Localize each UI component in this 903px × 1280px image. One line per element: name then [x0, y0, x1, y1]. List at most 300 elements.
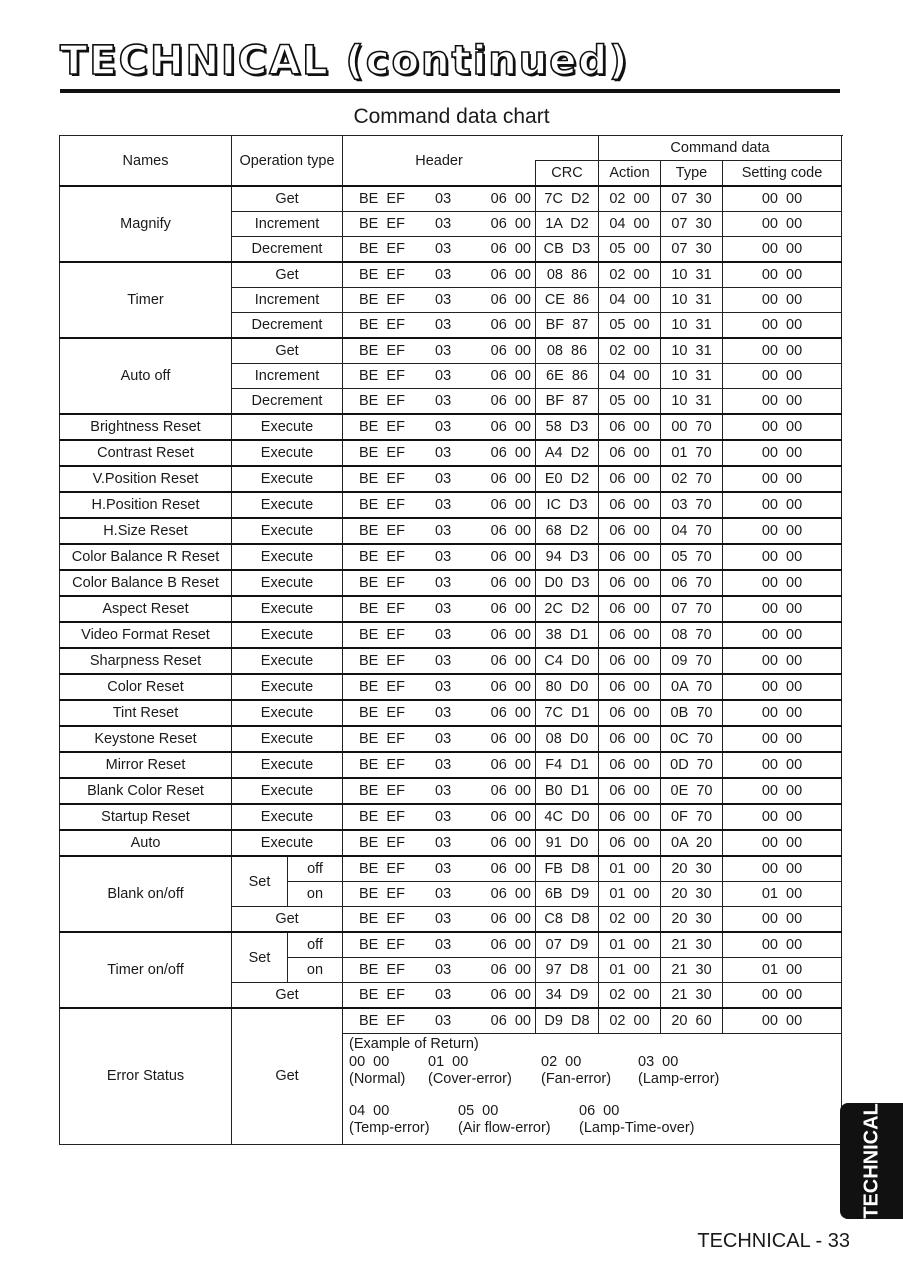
action-cell: 06 00	[599, 622, 661, 648]
type-cell: 21 30	[661, 958, 723, 983]
header-bytes	[343, 466, 536, 492]
header-bytes	[343, 389, 536, 415]
header-byte: 06 00	[490, 835, 531, 851]
crc-cell: B0 D1	[536, 778, 599, 804]
header-byte: 03	[435, 292, 452, 308]
type-cell: 10 31	[661, 313, 723, 339]
table-row	[60, 856, 842, 882]
header-byte: BE EF	[359, 575, 405, 591]
header-byte: 06 00	[490, 317, 531, 333]
header-byte: 03	[435, 911, 452, 927]
header-byte: 06 00	[490, 987, 531, 1003]
header-bytes	[343, 700, 536, 726]
header-bytes	[343, 262, 536, 288]
action-cell: 05 00	[599, 389, 661, 415]
setting-code-cell: 00 00	[723, 414, 842, 440]
command-name: Keystone Reset	[60, 726, 232, 752]
action-cell: 06 00	[599, 466, 661, 492]
type-cell: 03 70	[661, 492, 723, 518]
header-byte: 06 00	[490, 241, 531, 257]
header-bytes	[343, 186, 536, 212]
header-byte: BE EF	[359, 886, 405, 902]
header-bytes	[343, 648, 536, 674]
table-row	[60, 726, 842, 752]
header-byte: 06 00	[490, 216, 531, 232]
command-name: Error Status	[60, 1008, 232, 1144]
crc-cell: 7C D2	[536, 186, 599, 212]
header-byte: 06 00	[490, 497, 531, 513]
crc-cell: 08 D0	[536, 726, 599, 752]
command-name: Color Balance R Reset	[60, 544, 232, 570]
header-byte: 03	[435, 809, 452, 825]
command-name: Magnify	[60, 186, 232, 262]
header-byte: BE EF	[359, 191, 405, 207]
code-meaning: (Fan-error)	[541, 1071, 612, 1087]
header-byte: 03	[435, 419, 452, 435]
type-cell: 10 31	[661, 288, 723, 313]
command-name: H.Size Reset	[60, 518, 232, 544]
action-cell: 06 00	[599, 414, 661, 440]
crc-cell: IC D3	[536, 492, 599, 518]
col-header-names: Names	[60, 136, 232, 187]
setting-code-cell: 00 00	[723, 364, 842, 389]
header-byte: 06 00	[490, 937, 531, 953]
header-byte: BE EF	[359, 497, 405, 513]
setting-code-cell: 00 00	[723, 262, 842, 288]
crc-cell: D9 D8	[536, 1008, 599, 1034]
setting-code-cell: 00 00	[723, 544, 842, 570]
action-cell: 06 00	[599, 726, 661, 752]
setting-code-cell: 00 00	[723, 1008, 842, 1034]
type-cell: 10 31	[661, 338, 723, 364]
header-bytes	[343, 288, 536, 313]
action-cell: 02 00	[599, 983, 661, 1009]
header-byte: BE EF	[359, 783, 405, 799]
crc-cell: 91 D0	[536, 830, 599, 856]
header-byte: BE EF	[359, 445, 405, 461]
table-row	[60, 804, 842, 830]
header-byte: 06 00	[490, 783, 531, 799]
command-name: Mirror Reset	[60, 752, 232, 778]
header-bytes	[343, 882, 536, 907]
header-byte: BE EF	[359, 343, 405, 359]
header-byte: 06 00	[490, 575, 531, 591]
header-byte: 03	[435, 937, 452, 953]
table-row	[60, 596, 842, 622]
operation-type: Get	[232, 338, 343, 364]
type-cell: 0A 70	[661, 674, 723, 700]
setting-code-cell: 00 00	[723, 804, 842, 830]
example-label: (Example of Return)	[349, 1036, 479, 1052]
setting-code-cell: 00 00	[723, 932, 842, 958]
type-cell: 07 70	[661, 596, 723, 622]
setting-code-cell: 01 00	[723, 882, 842, 907]
header-byte: BE EF	[359, 393, 405, 409]
header-bytes	[343, 958, 536, 983]
type-cell: 0C 70	[661, 726, 723, 752]
header-bytes	[343, 237, 536, 263]
crc-cell: 80 D0	[536, 674, 599, 700]
operation-type: Execute	[232, 570, 343, 596]
type-cell: 20 30	[661, 882, 723, 907]
command-name: Aspect Reset	[60, 596, 232, 622]
header-bytes	[343, 313, 536, 339]
crc-cell: 4C D0	[536, 804, 599, 830]
col-header-header: Header	[343, 136, 536, 187]
type-cell: 0F 70	[661, 804, 723, 830]
side-tab-label: TECHNICAL	[860, 1103, 882, 1219]
command-name: Auto	[60, 830, 232, 856]
header-byte: 06 00	[490, 523, 531, 539]
setting-code-cell: 00 00	[723, 983, 842, 1009]
header-byte: 03	[435, 861, 452, 877]
type-cell: 09 70	[661, 648, 723, 674]
header-bytes	[343, 726, 536, 752]
crc-cell: 58 D3	[536, 414, 599, 440]
header-byte: 06 00	[490, 962, 531, 978]
header-byte: 03	[435, 343, 452, 359]
crc-cell: CB D3	[536, 237, 599, 263]
action-cell: 06 00	[599, 596, 661, 622]
action-cell: 06 00	[599, 648, 661, 674]
return-codes-row	[349, 1054, 835, 1089]
action-cell: 02 00	[599, 262, 661, 288]
code-value: 04 00	[349, 1102, 390, 1119]
code-meaning: (Normal)	[349, 1071, 406, 1087]
operation-type: Execute	[232, 804, 343, 830]
header-byte: 03	[435, 886, 452, 902]
crc-cell: A4 D2	[536, 440, 599, 466]
table-row	[60, 932, 842, 958]
type-cell: 20 60	[661, 1008, 723, 1034]
setting-code-cell: 00 00	[723, 856, 842, 882]
operation-type: Execute	[232, 752, 343, 778]
header-byte: 03	[435, 757, 452, 773]
operation-type: Execute	[232, 544, 343, 570]
operation-subtype: off	[288, 856, 343, 882]
header-byte: BE EF	[359, 987, 405, 1003]
command-name: Timer	[60, 262, 232, 338]
command-name: Sharpness Reset	[60, 648, 232, 674]
header-byte: 03	[435, 191, 452, 207]
setting-code-cell: 00 00	[723, 492, 842, 518]
operation-type: Execute	[232, 648, 343, 674]
action-cell: 02 00	[599, 338, 661, 364]
table-row	[60, 518, 842, 544]
action-cell: 01 00	[599, 856, 661, 882]
operation-type: Get	[232, 907, 343, 933]
operation-type: Get	[232, 1008, 343, 1144]
header-byte: BE EF	[359, 419, 405, 435]
setting-code-cell: 00 00	[723, 648, 842, 674]
header-byte: 06 00	[490, 343, 531, 359]
command-name: Color Reset	[60, 674, 232, 700]
operation-type: Increment	[232, 364, 343, 389]
header-bytes	[343, 932, 536, 958]
col-header-crc: CRC	[536, 161, 599, 187]
table-row	[60, 648, 842, 674]
type-cell: 0A 20	[661, 830, 723, 856]
header-byte: 06 00	[490, 292, 531, 308]
header-byte: 03	[435, 497, 452, 513]
page-title: TECHNICAL (continued)	[60, 38, 630, 84]
return-code	[579, 1103, 719, 1138]
header-byte: 06 00	[490, 549, 531, 565]
return-code	[458, 1103, 579, 1138]
crc-cell: 97 D8	[536, 958, 599, 983]
operation-type: Execute	[232, 830, 343, 856]
header-byte: BE EF	[359, 861, 405, 877]
crc-cell: C4 D0	[536, 648, 599, 674]
header-byte: 03	[435, 523, 452, 539]
return-code	[349, 1054, 428, 1089]
crc-cell: 2C D2	[536, 596, 599, 622]
action-cell: 02 00	[599, 1008, 661, 1034]
operation-type: Execute	[232, 778, 343, 804]
action-cell: 06 00	[599, 804, 661, 830]
action-cell: 05 00	[599, 313, 661, 339]
crc-cell: 38 D1	[536, 622, 599, 648]
table-row	[60, 700, 842, 726]
crc-cell: 34 D9	[536, 983, 599, 1009]
header-byte: 06 00	[490, 757, 531, 773]
command-name: Tint Reset	[60, 700, 232, 726]
header-byte: 06 00	[490, 679, 531, 695]
crc-cell: C8 D8	[536, 907, 599, 933]
setting-code-cell: 00 00	[723, 674, 842, 700]
header-byte: BE EF	[359, 757, 405, 773]
command-name: V.Position Reset	[60, 466, 232, 492]
crc-cell: 94 D3	[536, 544, 599, 570]
header-byte: 06 00	[490, 809, 531, 825]
action-cell: 06 00	[599, 518, 661, 544]
operation-type: Decrement	[232, 313, 343, 339]
header-byte: 06 00	[490, 601, 531, 617]
operation-type: Set	[232, 856, 288, 907]
header-byte: 06 00	[490, 471, 531, 487]
header-byte: 03	[435, 1013, 452, 1029]
header-byte: BE EF	[359, 267, 405, 283]
header-byte: 03	[435, 653, 452, 669]
return-codes-row	[349, 1103, 835, 1138]
command-name: Startup Reset	[60, 804, 232, 830]
code-meaning: (Lamp-Time-over)	[579, 1120, 695, 1136]
header-byte: 03	[435, 679, 452, 695]
header-byte: BE EF	[359, 705, 405, 721]
type-cell: 01 70	[661, 440, 723, 466]
header-byte: BE EF	[359, 292, 405, 308]
setting-code-cell: 00 00	[723, 440, 842, 466]
setting-code-cell: 00 00	[723, 237, 842, 263]
type-cell: 0E 70	[661, 778, 723, 804]
operation-type: Execute	[232, 466, 343, 492]
crc-cell: F4 D1	[536, 752, 599, 778]
header-byte: 03	[435, 627, 452, 643]
operation-type: Increment	[232, 288, 343, 313]
header-byte: BE EF	[359, 911, 405, 927]
header-byte: BE EF	[359, 1013, 405, 1029]
header-bytes	[343, 778, 536, 804]
return-code	[428, 1054, 541, 1089]
operation-type: Execute	[232, 726, 343, 752]
table-row	[60, 414, 842, 440]
type-cell: 02 70	[661, 466, 723, 492]
type-cell: 10 31	[661, 262, 723, 288]
header-byte: 06 00	[490, 886, 531, 902]
header-byte: BE EF	[359, 549, 405, 565]
action-cell: 06 00	[599, 674, 661, 700]
type-cell: 10 31	[661, 364, 723, 389]
type-cell: 08 70	[661, 622, 723, 648]
return-code	[349, 1103, 458, 1138]
setting-code-cell: 00 00	[723, 907, 842, 933]
code-value: 02 00	[541, 1053, 582, 1070]
setting-code-cell: 00 00	[723, 186, 842, 212]
header-byte: BE EF	[359, 216, 405, 232]
header-byte: 03	[435, 445, 452, 461]
action-cell: 01 00	[599, 958, 661, 983]
return-code	[541, 1054, 638, 1089]
type-cell: 07 30	[661, 186, 723, 212]
header-byte: BE EF	[359, 523, 405, 539]
header-byte: 03	[435, 987, 452, 1003]
header-byte: 06 00	[490, 191, 531, 207]
operation-type: Get	[232, 983, 343, 1009]
code-value: 05 00	[458, 1102, 499, 1119]
crc-cell: 7C D1	[536, 700, 599, 726]
chart-title: Command data chart	[353, 105, 550, 128]
header-byte: 03	[435, 783, 452, 799]
setting-code-cell: 00 00	[723, 622, 842, 648]
operation-type: Get	[232, 186, 343, 212]
command-name: Blank on/off	[60, 856, 232, 932]
code-meaning: (Temp-error)	[349, 1120, 430, 1136]
header-bytes	[343, 544, 536, 570]
header-byte: BE EF	[359, 653, 405, 669]
header-byte: 06 00	[490, 911, 531, 927]
header-bytes	[343, 440, 536, 466]
header-byte: 03	[435, 601, 452, 617]
crc-cell: D0 D3	[536, 570, 599, 596]
col-header-type: Type	[661, 161, 723, 187]
type-cell: 0B 70	[661, 700, 723, 726]
return-code	[638, 1054, 758, 1089]
operation-type: Decrement	[232, 389, 343, 415]
crc-cell: 08 86	[536, 262, 599, 288]
header-byte: 03	[435, 835, 452, 851]
header-byte: BE EF	[359, 471, 405, 487]
header-bytes	[343, 596, 536, 622]
header-byte: 03	[435, 317, 452, 333]
crc-cell: 68 D2	[536, 518, 599, 544]
operation-type: Execute	[232, 674, 343, 700]
header-byte: BE EF	[359, 601, 405, 617]
type-cell: 05 70	[661, 544, 723, 570]
setting-code-cell: 00 00	[723, 726, 842, 752]
header-byte: 06 00	[490, 393, 531, 409]
setting-code-cell: 00 00	[723, 389, 842, 415]
crc-cell: FB D8	[536, 856, 599, 882]
crc-cell: BF 87	[536, 389, 599, 415]
action-cell: 04 00	[599, 212, 661, 237]
type-cell: 07 30	[661, 212, 723, 237]
type-cell: 06 70	[661, 570, 723, 596]
operation-type: Decrement	[232, 237, 343, 263]
header-bytes	[343, 983, 536, 1009]
type-cell: 00 70	[661, 414, 723, 440]
table-row	[60, 1008, 842, 1034]
setting-code-cell: 00 00	[723, 313, 842, 339]
header-bytes	[343, 518, 536, 544]
setting-code-cell: 00 00	[723, 288, 842, 313]
header-bytes	[343, 570, 536, 596]
command-name: Brightness Reset	[60, 414, 232, 440]
action-cell: 06 00	[599, 830, 661, 856]
type-cell: 21 30	[661, 932, 723, 958]
action-cell: 01 00	[599, 882, 661, 907]
operation-type: Execute	[232, 700, 343, 726]
command-name: Timer on/off	[60, 932, 232, 1008]
crc-cell: 6E 86	[536, 364, 599, 389]
example-of-return	[343, 1034, 842, 1145]
header-byte: BE EF	[359, 627, 405, 643]
crc-cell: CE 86	[536, 288, 599, 313]
header-byte: BE EF	[359, 317, 405, 333]
header-bytes	[343, 338, 536, 364]
operation-type: Execute	[232, 414, 343, 440]
setting-code-cell: 01 00	[723, 958, 842, 983]
header-byte: 03	[435, 368, 452, 384]
header-bytes	[343, 830, 536, 856]
header-byte: 06 00	[490, 1013, 531, 1029]
header-byte: 03	[435, 575, 452, 591]
crc-cell: BF 87	[536, 313, 599, 339]
header-bytes	[343, 804, 536, 830]
col-header-operation-type: Operation type	[232, 136, 343, 187]
table-row	[60, 186, 842, 212]
action-cell: 02 00	[599, 186, 661, 212]
action-cell: 06 00	[599, 492, 661, 518]
operation-subtype: on	[288, 882, 343, 907]
operation-type: Execute	[232, 440, 343, 466]
header-byte: 06 00	[490, 705, 531, 721]
header-byte: BE EF	[359, 679, 405, 695]
type-cell: 20 30	[661, 856, 723, 882]
table-row	[60, 466, 842, 492]
header-byte: 03	[435, 393, 452, 409]
header-byte: 03	[435, 962, 452, 978]
header-byte: 03	[435, 705, 452, 721]
crc-cell: 07 D9	[536, 932, 599, 958]
header-byte: 06 00	[490, 445, 531, 461]
header-bytes	[343, 752, 536, 778]
setting-code-cell: 00 00	[723, 338, 842, 364]
type-cell: 20 30	[661, 907, 723, 933]
code-value: 06 00	[579, 1102, 620, 1119]
table-row	[60, 262, 842, 288]
setting-code-cell: 00 00	[723, 212, 842, 237]
operation-type: Increment	[232, 212, 343, 237]
command-name: Blank Color Reset	[60, 778, 232, 804]
action-cell: 04 00	[599, 364, 661, 389]
header-bytes	[343, 492, 536, 518]
header-byte: 03	[435, 471, 452, 487]
action-cell: 06 00	[599, 570, 661, 596]
code-meaning: (Lamp-error)	[638, 1071, 720, 1087]
code-value: 03 00	[638, 1053, 679, 1070]
type-cell: 04 70	[661, 518, 723, 544]
col-header-blank	[536, 136, 599, 161]
